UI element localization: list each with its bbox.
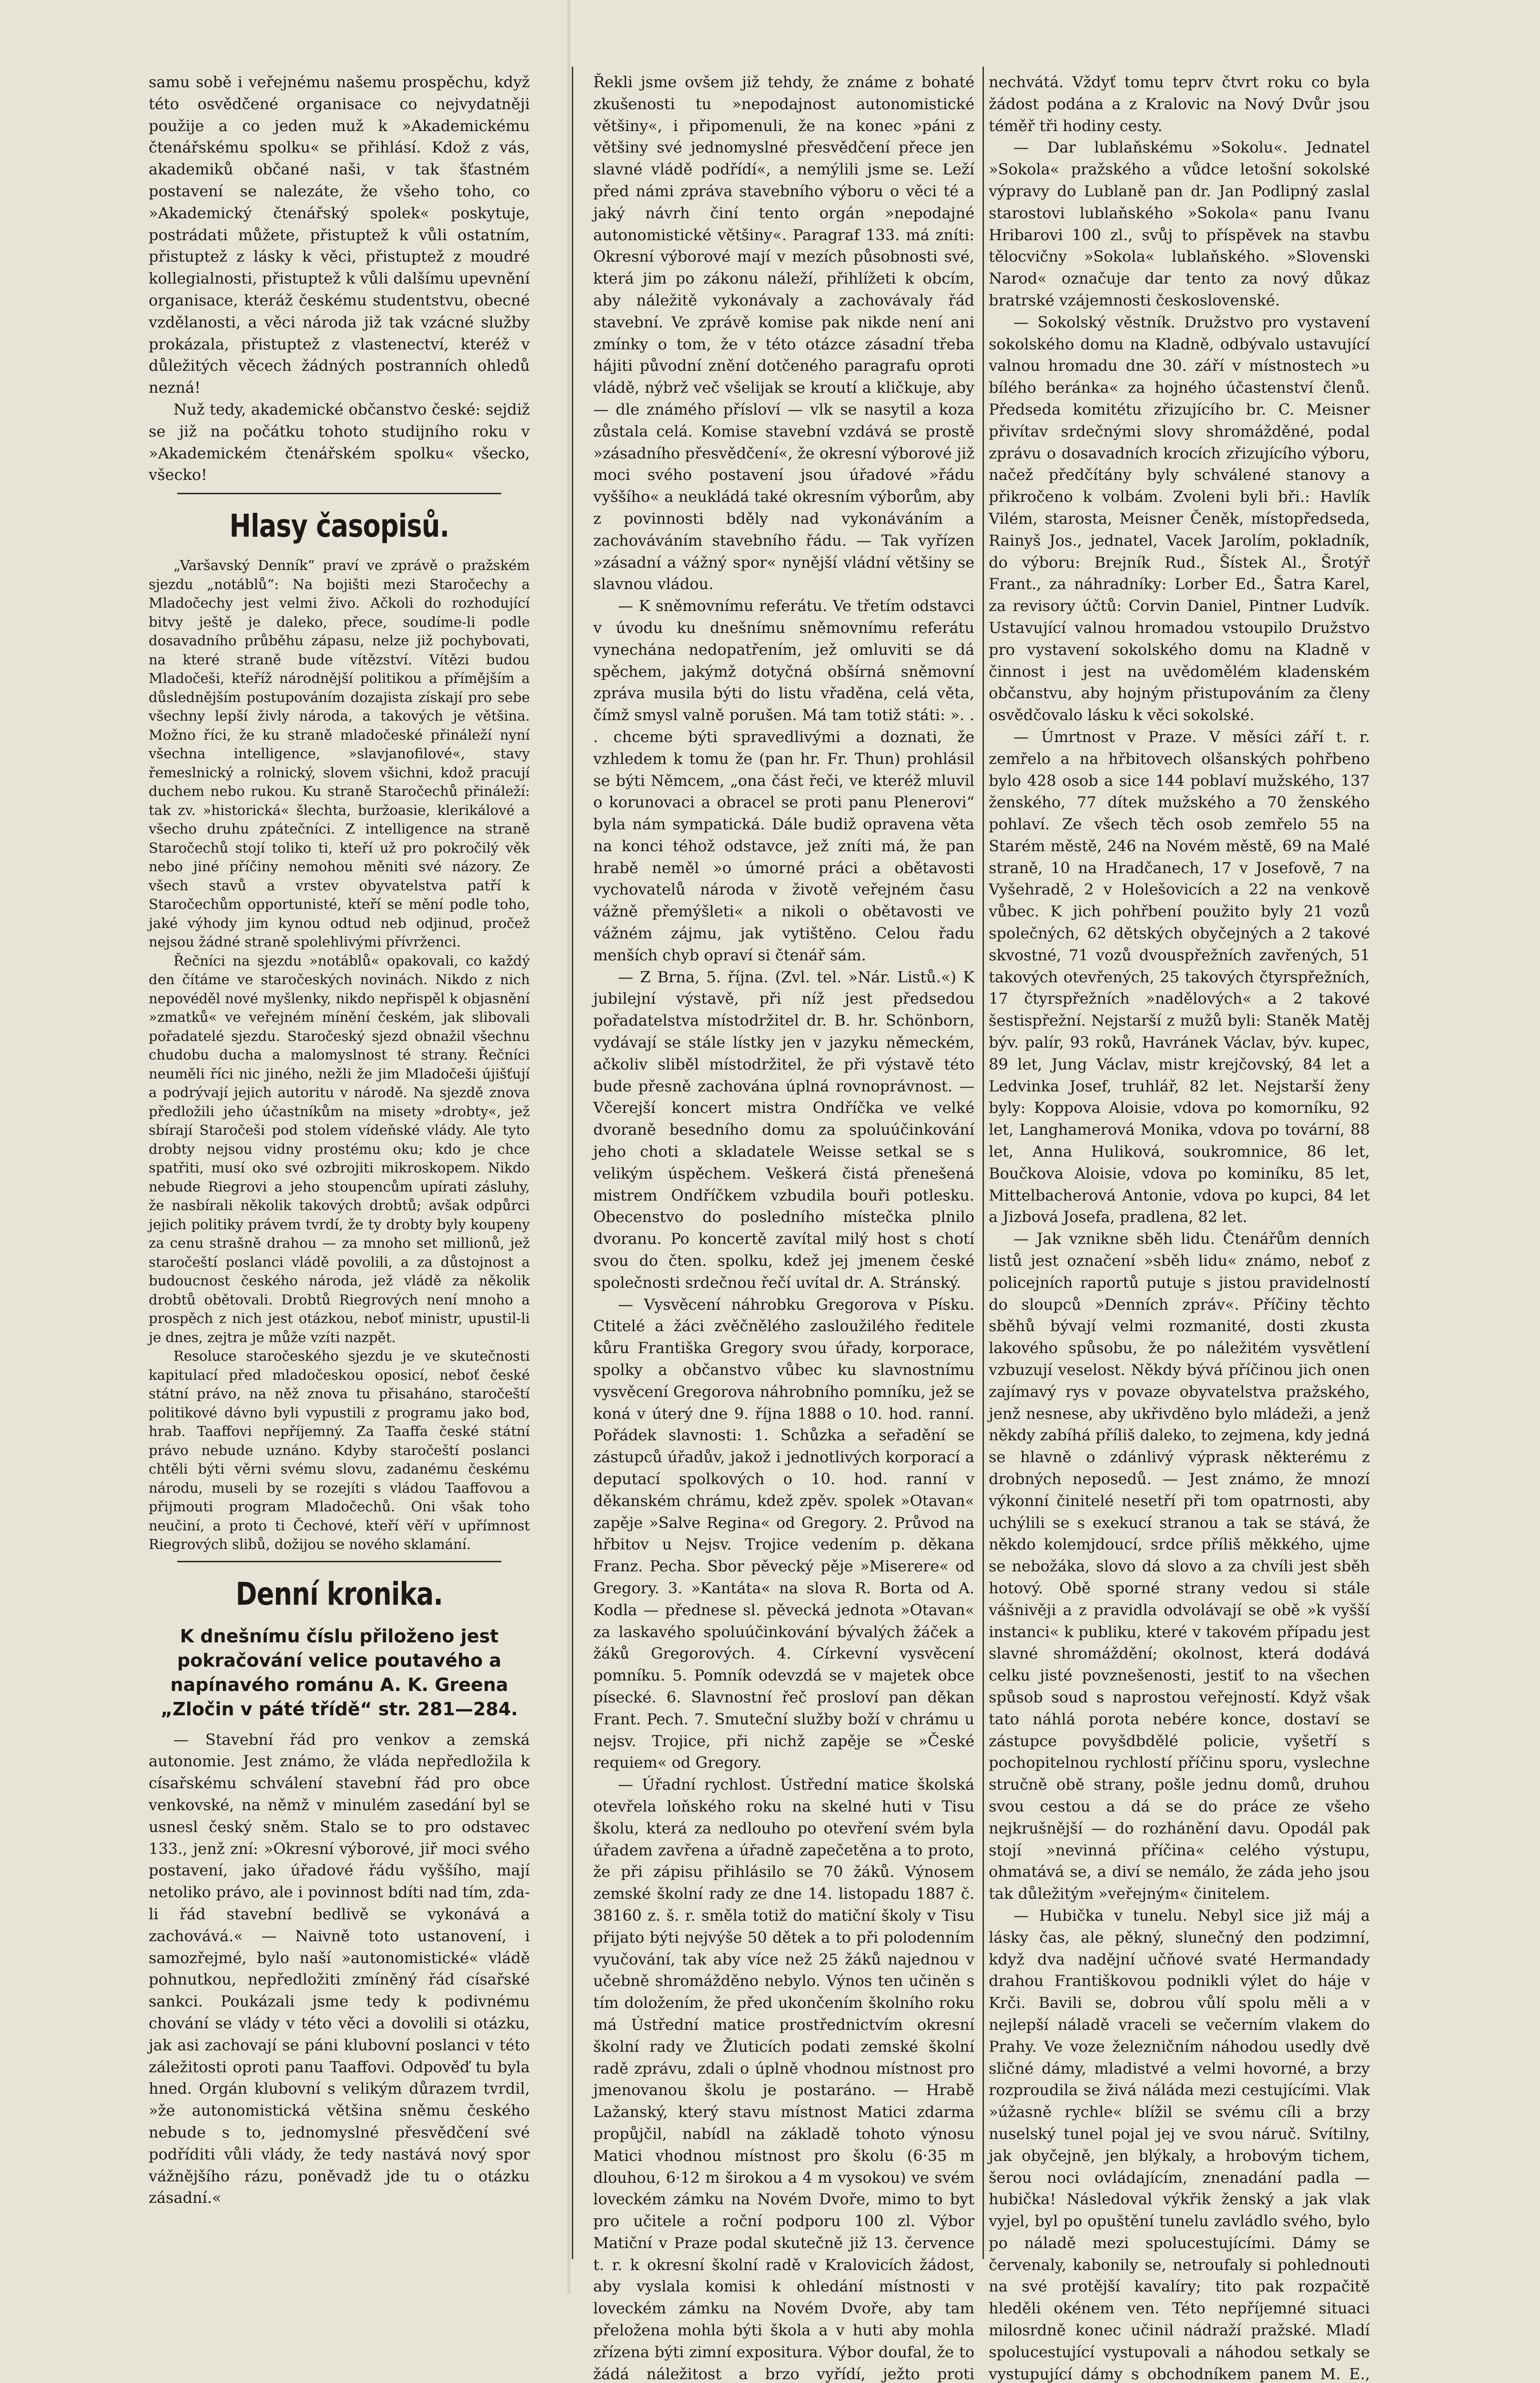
column-rule-2: [983, 67, 984, 2259]
intro-paragraph-1: samu sobě i veřejnému našemu prospěchu, když této osvědčené organisace co nejvydatněji použije a co jeden muž k »Akademickému čtenářskému spolku« se přihlásí. Kdož z vás, akademiků občané naši, v tak šťastném postavení se nalezáte, že všeho toho, co »Akademický čtenářský spolek« poskytuje, postrádati můžete, přistuptež k vůli ostatním, přistuptež z lásky k věci, přistuptež z moudré kollegialnosti, přistuptež k vůli dalšímu upevnění organisace, kteráž českému studentstvu, obecné vzdělanosti, a věci národa již tak vzácné služby prokázala, přistuptež z vlastenectví, kteréž v důležitých věcech žádných postranních ohledů nezná!: [149, 73, 530, 397]
article-paragraph: — Úmrtnost v Praze. V měsíci září t. r. zemřelo a na hřbitovech olšanských pohřbeno bylo 428 osob a sice 144 poblaví mužského, 137 ženského, 77 dítek mužského a 70 ženského pohlaví. Ze všech těch osob zemřelo 55 na Starém městě, 246 na Novém městě, 69 na Malé straně, 10 na Hradčanech, 17 v Josefově, 7 na Vyšehradě, 2 v Holešovicích a 22 na venkově vůbec. K jich pohřbení použito byly 21 vozů společných, 62 dětských obyčejných a 2 takové skvostné, 71 vozů dvouspřežních zavřených, 51 takových otevřených, 25 takových čtyrspřežních, 17 čtyrspřežních »nadělových« a 2 takové šestispřežní. Nejstarší z mužů byli: Staněk Matěj býv. palír, 93 roků, Havránek Václav, býv. kupec, 89 let, Jung Václav, mistr krejčovský, 84 let a Ledvinka Josef, truhlář, 82 let. Nejstarší ženy byly: Koppova Aloisie, vdova po komorníku, 92 let, Langhamerová Monika, vdova po tovární, 88 let, Anna Huliková, soukromnice, 86 let, Boučkova Aloisie, vdova po kominíku, 85 let, Mittelbacherová Antonie, vdova po kupci, 84 let a Jizbová Josefa, pradlena, 82 let.: [989, 727, 1370, 1226]
article-paragraph: — Jak vznikne sběh lidu. Čtenářům denních listů jest označení »sběh lidu« známo, neboť z policejních raportů putuje s jistou pravidelností do sloupců »Denních zpráv«. Příčiny těchto sběhů bývají velmi rozmanité, dosti zkusta lakového spůsobu, že po náležitém vysvětlení vzbuzují veselost. Někdy bývá příčinou jich onen zajímavý rys v povaze obyvatelstva pražského, jenž nesnese, aby ukřivděno bylo mládeži, a jenž někdy zabíhá příliš daleko, to zejmena, kdy jedná se hlavně o zdánlivý výprask některému z drobných neposedů. — Jest známo, že mnozí výkonní činitelé nesetří při tom opatrnosti, aby uchýlili se s exekucí stranou a tak se stává, že někdo kolemjdoucí, srdce příliš měkkého, ujme se nebožáka, slovo dá slovo a za chvíli jest sběh hotový. Obě sporné strany vedou si stále vášnivěji a z pravidla odvolávají se obě »k vyšší instanci« k publiku, které v takovém případu jest slavné shromáždění; okolnost, která dodává celku jisté povznešenosti, jestiť to na všechen spůsob soud s naprostou veřejností. Když však tato náhlá porota nebére konce, dostaví se zástupce povyšdbdělé policie, vyšetří s pochopitelnou rychlostí příčinu sporu, vyslechne stručně obě strany, pošle jednu domů, druhou svou cestou a dá se do práce ze všeho nejkrušnější — do rozhánění davu. Opodál pak stojí »nevinná příčina« celého výstupu, ohmatává se, a diví se nemálo, že záda jeho jsou tak důležitým »veřejným« činitelem.: [989, 1230, 1370, 1903]
column-3: [989, 71, 1370, 2383]
supplement-notice: K dnešnímu číslu přiloženo jest pokračování velice poutavého a napínavého románu A. K. Greena „Zločin v páté třídě“ str. 281—284.: [161, 1625, 518, 1720]
article-paragraph: — Z Brna, 5. října. (Zvl. tel. »Nár. Listů.«) K jubilejní výstavě, při níž jest předsedou pořadatelstva místodržitel dr. B. hr. Schönborn, vydávají se stále lístky jen v jazyku německém, ačkoliv sliběl místodržitel, že při výstavě této bude přesně zachována úplná rovnoprávnost. — Včerejší koncert mistra Ondříčka ve velké dvoraně besedního domu za spoluúčinkování jeho choti a skladatele Weisse setkal se s velikým úspěchem. Veškerá čistá přenešená mistrem Ondříčkem vzbudila bouři potlesku. Obecenstvo do posledního místečka plnilo dvoranu. Po koncertě zavítal milý host s chotí svou do čten. spolku, kdež jej jmenem české společnosti srdečnou řečí uvítal dr. A. Stránský.: [593, 967, 974, 1292]
hlasy-paragraph-3: Resoluce staročeského sjezdu je ve skutečnosti kapitulací před mladočeskou oposicí, neboť české státní právo, na něž znova tu přisaháno, staročeští politikové dávno byli vypustili z programu jako bod, hrab. Taaffovi nepříjemný. Za Taaffa české státní právo nebude uznáno. Kdyby staročeští poslanci chtěli býti věrni svému slovu, zadanému českému národu, museli by se rozejíti s vládou Taaffovou a přijmouti program Mladočechů. Oni však toho neučiní, a proto ti Čechové, kteří věří v upřímnost Riegrových slibů, dožijou se nového sklamání.: [149, 1348, 530, 1553]
hlasy-paragraph-2: Řečníci na sjezdu »notáblů« opakovali, co každý den čítáme ve staročeských novinách. Nikdo z nich nepovéděl nové myšlenky, nikdo nepřispěl k objasnění »zmatků« ve veřejném mínění českém, jak slibovali pořadatelé sjezdu. Staročeský sjezd obnažil všechnu chudobu ducha a malomyslnost té strany. Řečníci neuměli říci nic jiného, nežli že jim Mladočeši újišťují a podrývají jejich autoritu v národě. Na sjezdě znova předložili jeho účastníkům na misety »drobty«, jež sbírají Staročeši pod stolem vídeňské vlády. Ale tyto drobty nejsou vidny prostému oku; kdo je chce spatřiti, musí oko své ozbrojiti mikroskopem. Nikdo nebude Riegrovi a jeho stoupencům upírati zásluhy, že nasbírali několik takových drobtů; avšak odpůrci jejich politiky právem tvrdí, že ty drobty byly koupeny za cenu strašně drahou — za mnoho set millionů, jež staročeští poslanci vládě povolili, a za důstojnost a budoucnost českého národa, jež vládě za několik drobtů obětovali. Drobtů Riegrových není mnoho a prospěch z nich jest otázkou, neboť ministr, upustil-li je dnes, zejtra je může vzíti nazpět.: [149, 952, 530, 1345]
section-heading-hlasy: Hlasy časopisů.: [229, 508, 449, 545]
page-fold-shadow: [567, 0, 571, 2294]
article-paragraph: — Sokolský věstník. Družstvo pro vystavení sokolského domu na Kladně, odbývalo ustavující valnou hromadu dne 30. září v místnostech »u bílého beránka« za hojného účastenství členů. Předseda komitétu zřizujícího br. C. Meisner přivítav srdečnými slovy shromážděné, podal zprávu o dosavadních krocích zřizujícího výboru, načež předčítány byly schválené stanovy a přikročeno k volbám. Zvoleni byli bři.: Havlík Vilém, starosta, Meisner Čeněk, místopředseda, Rainyš Jos., jednatel, Vacek Jarolím, pokladník, do výboru: Brejník Rud., Šístek Al., Šrotýř Frant., za náhradníky: Lorber Ed., Šatra Karel, za revisory účtů: Corvin Daniel, Pintner Ludvík. Ustavující valnou hromadou vstoupilo Družstvo pro vystavení sokolského domu na Kladně v činnost i jest na uvědomělém kladenském občanstvu, aby hojným přistupováním za členy osvědčovalo lásku k věci sokolské.: [989, 313, 1370, 724]
section-divider: [177, 1561, 501, 1562]
article-paragraph: — Dar lublaňskému »Sokolu«. Jednatel »Sokola« pražského a vůdce letošní sokolské výpravy do Lublaně pan dr. Jan Podlipný zaslal starostovi lublaňského »Sokola« panu Ivanu Hribarovi 100 zl., svůj to příspěvek na stavbu tělocvičny »Sokola« lublaňského. »Slovenski Narod« označuje dar tento za nový důkaz bratrské vzájemnosti československé.: [989, 138, 1370, 309]
section-heading-kronika: Denní kronika.: [235, 1575, 443, 1612]
article-paragraph: Řekli jsme ovšem již tehdy, že známe z bohaté zkušenosti tu »nepodajnost autonomistické většiny«, i připomenuli, že na konec »páni z většiny své jednomyslné přesvědčení přece jen slavné vládě podřídí«, a nemýlili jsme se. Leží před námi zpráva stavebního výboru o věci té a jaký návrh činí tento orgán »nepodajné autonomistické většiny«. Paragraf 133. má zníti: Okresní výborové mají v mezích působnosti své, která jim po zákonu náleží, přihlížeti k obcím, aby náležitě vykonávaly a zachovávaly řád stavební. Ve zprávě komise pak nikde není ani zmínky o tom, že v této otázce zásadní třeba hájiti původní znění dotčeného paragrafu oproti vládě, nýbrž več všelijak se kroutí a kličkuje, aby — dle známého přísloví — vlk se nasytil a koza zůstala celá. Komise stavební vzdává se prostě »zásadního přesvědčení«, že okresní výborové již moci svého postavení jsou úřadové »řádu vyššího« a neukládá také okresním výborům, aby z povinnosti bděly nad vykonáváním a zachováváním stavebního řádu. — Tak vyřízen »zásadní a vážný spor« nynější vládní většiny se slavnou vládou.: [593, 73, 974, 593]
article-paragraph: — Vysvěcení náhrobku Gregorova v Písku. Ctitelé a žáci zvěčnělého zasloužilého ředitele kůru Františka Gregory svou úřady, korporace, spolky a občanstvo vůbec ku slavnostnímu vysvěcení Gregorova náhrobního pomníku, jež se koná v úterý dne 9. října 1888 o 10. hod. ranní. Pořádek slavnosti: 1. Schůzka a seřadění se zástupců úřadův, jakož i jednotlivých korporací a deputací spolkových o 10. hod. ranní v děkanském chrámu, kdež zpěv. spolek »Otavan« zapěje »Salve Regina« od Gregory. 2. Průvod na hřbitov u Nejsv. Trojice vedením p. děkana Franz. Pecha. Sbor pěvecký pěje »Miserere« od Gregory. 3. »Kantáta« na slova R. Borta od A. Kodla — přednese sl. pěvecká jednota »Otavan« za laskavého spoluúčinkování bývalých žáček a žáků Gregorových. 4. Církevní vysvěcení pomníku. 5. Pomník odevzdá se v majetek obce písecké. 6. Slavnostní řeč prosloví pan děkan Frant. Pech. 7. Smuteční služby boží v chrámu u nejsv. Trojice, při nichž zapěje se »České requiem« od Gregory.: [593, 1295, 974, 1772]
kronika-paragraph-1: — Stavební řád pro venkov a zemská autonomie. Jest známo, že vláda nepředložila k císařskému schválení stavební řád pro obce venkovské, na němž v minulém zasedání byl se usnesl český sněm. Stalo se to pro odstavec 133., jenž zní: »Okresní výborové, jiř moci svého postavení, jako úřadové řádu vyššího, mají netoliko právo, ale i povinnost bdíti nad tím, zda-li řád stavební bedlivě se vykonává a zachovává.« — Naivně toto ustanovení, i samozřejmé, bylo naší »autonomistické« vládě pohnutkou, nepředložiti zmíněný řád císařské sankci. Poukázali jsme tedy k podivnému chování se vlády v této věci a dovolili si otázku, jak asi zachovají se páni klubovní poslanci v této záležitosti oproti panu Taaffovi. Odpověď tu byla hned. Orgán klubovní s velikým důrazem tvrdil, »že autonomistická většina sněmu českého nebude s to, jednomyslné přesvědčení své podříditi vůli vlády, že tedy nastává nový spor vážnějšího rázu, poněvadž jde tu o otázku zásadní.«: [149, 1730, 530, 2207]
article-paragraph: — Úřadní rychlost. Ústřední matice školská otevřela loňského roku na skelné huti v Tisu školu, která za nedlouho po otevření svém byla úřadem zavřena a úřadně zapečetěna a to proto, že při zápisu přihlásilo se 70 žáků. Výnosem zemské školní rady ze dne 14. listopadu 1887 č. 38160 z. š. r. směla totiž do matiční školy v Tisu přijato býti nejvýše 50 dětek a to při polodenním vyučování, tak aby více než 25 žáků najednou v učebně shromážděno nebylo. Výnos ten učiněn s tím doložením, že před ukončením školního roku má Ústřední matice prostřednictvím okresní školní rady ve Žluticích podati zemské školní radě zprávu, zdali o úplně vhodnou místnost pro jmenovanou školu je postaráno. — Hrabě Lažanský, který stavu místnost Matici zdarma propůjčil, nabídl na základě tohoto výnosu Matici vhodnou místnost pro školu (6·35 m dlouhou, 6·12 m širokou a 4 m vysokou) ve svém loveckém zámku na Novém Dvoře, mimo to byt pro učitele a roční podporu 100 zl. Výbor Matiční v Praze podal skutečně již 13. července t. r. k okresní školní radě v Kralovicích žádost, aby vyslala komisi k ohledání místnosti v loveckém zámku na Novém Dvoře, aby tam přeložena mohla býti škola a v huti aby mohla zřízena býti zimní expositura. Výbor doufal, že to žádá náležitost a brzo vyřídí, ježto proti: [593, 1775, 974, 2383]
section-divider: [177, 493, 501, 494]
column-2: [593, 71, 974, 2383]
article-paragraph: — Hubička v tunelu. Nebyl sice již máj a lásky čas, ale pěkný, slunečný den podzimní, když dva nadějní učňové svaté Hermandady drahou Františkovou podnikli výlet do háje v Krči. Bavili se, dobrou vůlí spolu měli a v nejlepší náladě vraceli se večerním vlakem do Prahy. Ve voze železničním náhodou usedly dvě sličné dámy, mladistvé a velmi hovorné, a brzy rozproudila se živá náláda mezi cestujícími. Vlak »úžasně rychle« blížil se svému cíli a brzy nuselský tunel pojal jej ve svou náruč. Svítilny, jak obyčejně, jen blýkaly, a hrobovým tichem, šerou noci ovládajícím, znenadání padla — hubička! Následoval výkřik ženský a jak vlak vyjel, byl po opuštění tunelu zavládlo svého, bylo po náladě mezi spolucestujícími. Dámy se červenaly, kabonily se, netroufaly si pohlednouti na své protější kavalíry; tito pak rozpačitě hleděli okénem ven. Této nepříjemné situaci milosrdně konec učinil nádraží pražské. Mladí spolucestující vystupovali a náhodou setkaly se vystupující dámy s obchodníkem panem M. E.,: [989, 1906, 1370, 2383]
column-1: [149, 71, 530, 2259]
article-paragraph: — K sněmovnímu referátu. Ve třetím odstavci v úvodu ku dnešnímu sněmovnímu referátu vynechána nedopatřením, jež omluviti se dá spěchem, jakýmž dotyčná obšírná sněmovní zpráva musila býti do listu vřaděna, celá věta, čímž smysl valně porušen. Má tam totiž státi: ». . . chceme býti spravedlivými a doznati, že vzhledem k tomu že (pan hr. Fr. Thun) prohlásil se býti Němcem, „ona část řeči, ve kteréž mluvil o korunovaci a obracel se proti panu Plenerovi“ byla nám sympatická. Dále budiž opravena věta na konci téhož odstavce, jež zníti má, že pan hrabě neměl »o úmorné práci a obětavosti vychovatelů národa v životě veřejném času vážně přemýšleti« a nikoli o obětavosti ve vážném zájmu, jak vytištěno. Celou řadu menších chyb opraví si čtenář sám.: [593, 597, 974, 964]
hlasy-paragraph-1: „Varšavský Denník“ praví ve zprávě o pražském sjezdu „notáblů“: Na bojišti mezi Staročechy a Mladočechy jest velmi živo. Ačkoli do rozhodující bitvy ještě je daleko, přece, soudíme-li podle dosavadního průběhu zápasu, nelze již pochybovati, na které straně bude vítězství. Vítězi budou Mladočeši, kteříž národnější politikou a přímějším a důslednějším postupováním dozajista získají pro sebe všechny lepší živly národa, a takových je většina. Možno říci, že ku straně mladočeské přináleží nyní všechna intelligence, »slavjanofilové«, stavy řemeslnický a rolnický, slovem všichni, kdož pracují duchem nebo rukou. Ku straně Staročechů přináleží: tak zv. »historická« šlechta, buržoasie, klerikálové a všecho druhu zpátečníci. Z intelligence na straně Staročechů stojí toliko ti, kteří už pro pokročilý věk nebo jiné příčiny nemohou měniti své názory. Ze všech stavů a vrstev obyvatelstva patří k Staročechům opportunisté, kteří se mění podle toho, jaké výhody jim kynou odtud neb odjinud, pročež nejsou žádné straně spolehlivými přívrženci.: [149, 557, 530, 950]
column-rule-1: [572, 67, 573, 2259]
intro-paragraph-2: Nuž tedy, akademické občanstvo české: sejdiž se již na počátku tohoto studijního roku v »Akademickém čtenářském spolku« všecko, všecko!: [149, 400, 530, 484]
article-paragraph: nechvátá. Vždyť tomu teprv čtvrt roku co byla žádost podána a z Kralovic na Nový Dvůr jsou téměř tři hodiny cesty.: [989, 73, 1370, 135]
